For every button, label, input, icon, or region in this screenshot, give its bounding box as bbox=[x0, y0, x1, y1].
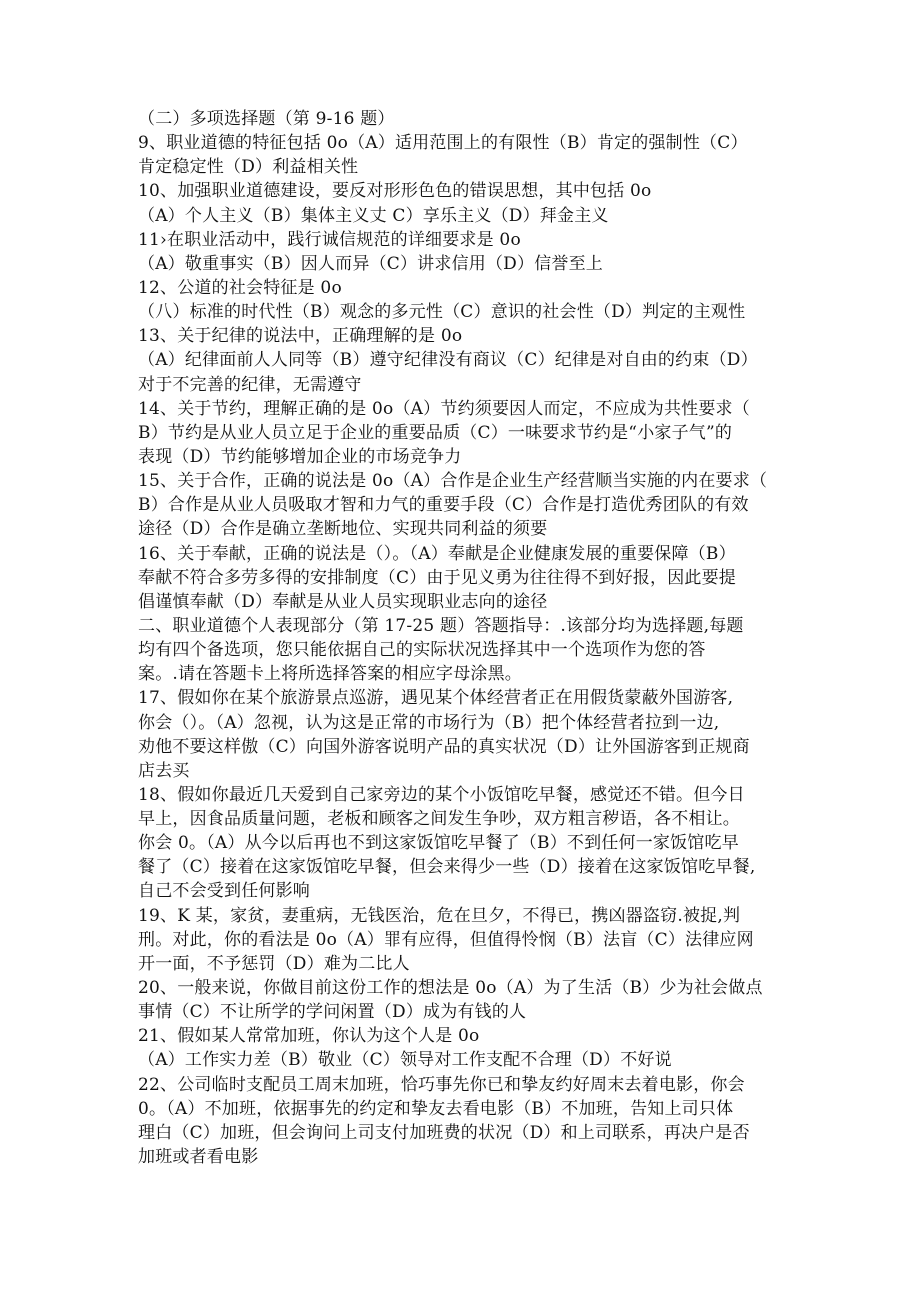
text-line: 倡谨慎奉献（D）奉献是从业人员实现职业志向的途径 bbox=[138, 592, 548, 612]
text-line: 你会（）。（A）忽视，认为这是正常的市场行为（B）把个体经营者拉到一边, bbox=[138, 713, 720, 733]
text-line: （A）敬重事实（B）因人而异（C）讲求信用（D）信誉至上 bbox=[138, 254, 604, 274]
text-line: 你会 0。（A）从今以后再也不到这家饭馆吃早餐了（B）不到任何一家饭馆吃早 bbox=[138, 833, 739, 853]
text-line: 二、职业道德个人表现部分（第 17-25 题）答题指导：.该部分均为选择题,每题 bbox=[138, 616, 744, 636]
text-line: 19、K 某，家贫，妻重病，无钱医治，危在旦夕，不得已，携凶器盗窃.被捉,判 bbox=[138, 906, 741, 926]
text-line: 21、假如某人常常加班，你认为这个人是 0o bbox=[138, 1026, 480, 1046]
text-line: B）合作是从业人员吸取才智和力气的重要手段（C）合作是打造优秀团队的有效 bbox=[138, 495, 749, 515]
text-line: B）节约是从业人员立足于企业的重要品质（C）一味要求节约是“小家子气”的 bbox=[138, 423, 733, 443]
text-line: 肯定稳定性（D）利益相关性 bbox=[138, 157, 359, 177]
text-line: 15、关于合作，正确的说法是 0o（A）合作是企业生产经营顺当实施的内在要求（ bbox=[138, 471, 768, 491]
text-line: 20、一般来说，你做目前这份工作的想法是 0o（A）为了生活（B）少为社会做点 bbox=[138, 978, 763, 998]
text-line: 11›在职业活动中，践行诚信规范的详细要求是 0o bbox=[138, 230, 521, 250]
text-line: 早上，因食品质量问题，老板和顾客之间发生争吵，双方粗言秽语，各不相让。 bbox=[138, 809, 740, 829]
text-line: 加班或者看电影 bbox=[138, 1147, 259, 1167]
text-line: 12、公道的社会特征是 0o bbox=[138, 278, 342, 298]
text-line: 16、关于奉献，正确的说法是（）。（A）奉献是企业健康发展的重要保障（B） bbox=[138, 544, 736, 564]
text-line: 14、关于节约，理解正确的是 0o（A）节约须要因人而定，不应成为共性要求（ bbox=[138, 399, 750, 419]
text-line: （八）标准的时代性（B）观念的多元性（C）意识的社会性（D）判定的主观性 bbox=[138, 302, 746, 322]
text-line: 13、关于纪律的说法中，正确理解的是 0o bbox=[138, 326, 463, 346]
text-line: 10、加强职业道德建设，要反对形形色色的错误思想，其中包括 0o bbox=[138, 181, 652, 201]
text-line: 案。.请在答题卡上将所选择答案的相应字母涂黑。 bbox=[138, 664, 523, 684]
text-line: 刑。对此，你的看法是 0o（A）罪有应得，但值得怜悯（B）法盲（C）法律应网 bbox=[138, 930, 754, 950]
text-line: 表现（D）节约能够增加企业的市场竞争力 bbox=[138, 447, 462, 467]
text-line: 劝他不要这样傲（C）向国外游客说明产品的真实状况（D）让外国游客到正规商 bbox=[138, 737, 750, 757]
text-line: （A）个人主义（B）集体主义丈 C）享乐主义（D）拜金主义 bbox=[138, 206, 609, 226]
text-line: 均有四个备选项，您只能依据自己的实际状况选择其中一个选项作为您的答 bbox=[138, 640, 706, 660]
text-line: （A）纪律面前人人同等（B）遵守纪律没有商议（C）纪律是对自由的约束（D） bbox=[138, 350, 758, 370]
text-line: （A）工作实力差（B）敬业（C）领导对工作支配不合理（D）不好说 bbox=[138, 1050, 672, 1070]
text-line: 奉献不符合多劳多得的安排制度（C）由于见义勇为往往得不到好报，因此要提 bbox=[138, 568, 737, 588]
text-line: 餐了（C）接着在这家饭馆吃早餐，但会来得少一些（D）接着在这家饭馆吃早餐, bbox=[138, 857, 756, 877]
text-line: 开一面，不予惩罚（D）难为二比人 bbox=[138, 954, 410, 974]
text-line: 18、假如你最近几天爱到自己家旁边的某个小饭馆吃早餐，感觉还不错。但今日 bbox=[138, 785, 745, 805]
text-line: 事情（C）不让所学的学问闲置（D）成为有钱的人 bbox=[138, 1002, 527, 1022]
text-line: 店去买 bbox=[138, 761, 190, 781]
text-line: 0。（A）不加班，依据事先的约定和挚友去看电影（B）不加班，告知上司只体 bbox=[138, 1099, 734, 1119]
text-line: 17、假如你在某个旅游景点巡游，遇见某个体经营者正在用假货蒙蔽外国游客, bbox=[138, 688, 734, 708]
text-line: 对于不完善的纪律，无需遵守 bbox=[138, 375, 362, 395]
text-line: 9、职业道德的特征包括 0o（A）适用范围上的有限性（B）肯定的强制性（C） bbox=[138, 133, 748, 153]
text-line: 22、公司临时支配员工周末加班，恰巧事先你已和挚友约好周末去着电影，你会 bbox=[138, 1075, 745, 1095]
text-line: （二）多项选择题（第 9-16 题） bbox=[138, 109, 395, 129]
text-line: 理白（C）加班，但会询问上司支付加班费的状况（D）和上司联系，再决户是否 bbox=[138, 1123, 750, 1143]
text-line: 自己不会受到任何影响 bbox=[138, 881, 310, 901]
text-line: 途径（D）合作是确立垄断地位、实现共同利益的须要 bbox=[138, 519, 548, 539]
